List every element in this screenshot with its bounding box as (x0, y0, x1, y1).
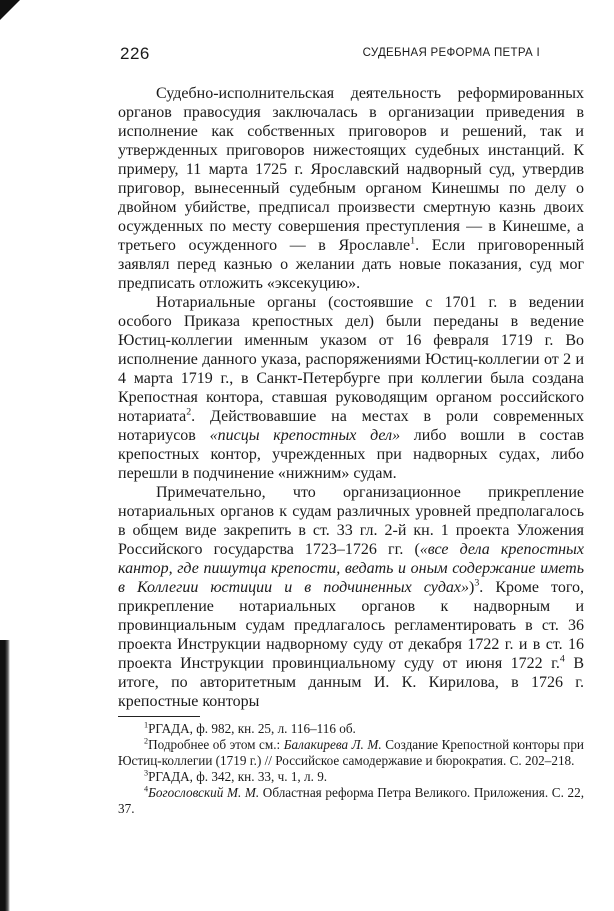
paragraph-2-text-mid: . Действовавшие на местах в роли современных нотариусов (118, 408, 584, 444)
footnote-4-author: Богословский М. М. (148, 785, 260, 800)
paragraph-3-text-mid: ) (469, 579, 475, 596)
running-head: СУДЕБНАЯ РЕФОРМА ПЕТРА I (362, 47, 540, 59)
footnote-2 (118, 737, 584, 769)
footnote-ref-2: 2 (186, 406, 192, 418)
footnote-ref-1: 1 (410, 235, 416, 247)
paragraph-2-text: Нотариальные органы (состоявшие с 1701 г. в ведении особого Приказа крепостных дел) были переданы в ведение Юстиц-коллегии именным указом от 16 февраля 1719 г. Во исполнение данного указа, распоряжениями Юстиц-коллегии от 2 и 4 марта 1719 г., в Санкт-Петербурге при коллегии была создана Крепостная контора, ставшая руководящим органом российского нотариата (118, 294, 584, 425)
paragraph-3-text: Примечательно, что организационное прикрепление нотариальных органов к судам различных уровней предполагалось в общем виде закрепить в ст. 33 гл. 2-й кн. 1 проекта Уложения Российского государства 1723–1726 гг. ( (118, 484, 584, 558)
footnote-1-number: 1 (144, 720, 149, 730)
footnote-2-text: Подробнее об этом см.: (148, 737, 284, 752)
scan-binding-shadow (0, 640, 10, 911)
scan-corner-mark (0, 0, 20, 20)
footnote-1 (118, 721, 584, 737)
paragraph-1-text: Судебно-исполнительская деятельность реформированных органов правосудия заключалась в организации приведения в исполнение как собственных приговоров и решений, так и утвержденных приговоров нижестоящих судебных инстанций. К примеру, 11 марта 1725 г. Ярославский надворный суд, утвердив приговор, вынесенный судебным органом Кинешмы по делу о двойном убийстве, предписал произвести смертную казнь двоих осужденных по месту совершения преступления — в Кинешме, а третьего осужденного — в Ярославле (118, 85, 584, 254)
footnote-divider (118, 716, 200, 717)
paragraph-2 (118, 293, 584, 483)
paragraph-3 (118, 483, 584, 711)
footnotes (118, 721, 584, 817)
footnote-3-text: РГАДА, ф. 342, кн. 33, ч. 1, л. 9. (148, 769, 328, 784)
footnote-3 (118, 769, 584, 785)
paragraph-3-text-end: В итоге, по авторитетным данным И. К. Кирилова, в 1726 г. крепостные конторы (118, 655, 585, 710)
page-header (120, 44, 540, 66)
paragraph-1-text-end: . Если приговоренный заявлял перед казнью о желании дать новые показания, суд мог предписать отложить «эксекуцию». (118, 237, 585, 292)
footnote-ref-3: 3 (474, 577, 480, 589)
paragraph-2-text-end: либо вошли в состав крепостных контор, учрежденных при надворных судах, либо перешли в подчинение «нижним» судам. (118, 427, 584, 482)
footnote-3-number: 3 (144, 768, 149, 778)
page-number: 226 (120, 44, 150, 63)
footnote-4-number: 4 (144, 784, 149, 794)
main-text (118, 84, 584, 711)
paragraph-2-italic-term: «писцы крепостных дел» (209, 427, 401, 444)
paragraph-3-text-mid2: . Кроме того, прикрепление нотариальных органов к надворным и провинциальным судам предлагалось регламентировать в ст. 36 проекта Инструкции надворному суду от декабря 1722 г. и в ст. 16 проекта Инструкции провинциальному суду от июня 1722 г. (118, 579, 584, 672)
footnote-4 (118, 785, 584, 817)
footnote-2-number: 2 (144, 736, 149, 746)
footnote-4-text: Областная реформа Петра Великого. Приложения. С. 22, 37. (118, 785, 585, 816)
paragraph-3-italic-quote: «все дела крепостных кантор, где пишутца крепости, ведать и оным содержание иметь в Коллегии юстиции и в подчиненных судах» (118, 541, 584, 596)
footnote-2-author: Балакирева Л. М. (283, 737, 382, 752)
footnote-ref-4: 4 (559, 653, 565, 665)
paragraph-1 (118, 84, 584, 293)
footnote-2-text-end: Создание Крепостной конторы при Юстиц-коллегии (1719 г.) // Российское самодержавие и бюрократия. С. 202–218. (118, 737, 584, 768)
footnote-1-text: РГАДА, ф. 982, кн. 25, л. 116–116 об. (148, 721, 356, 736)
